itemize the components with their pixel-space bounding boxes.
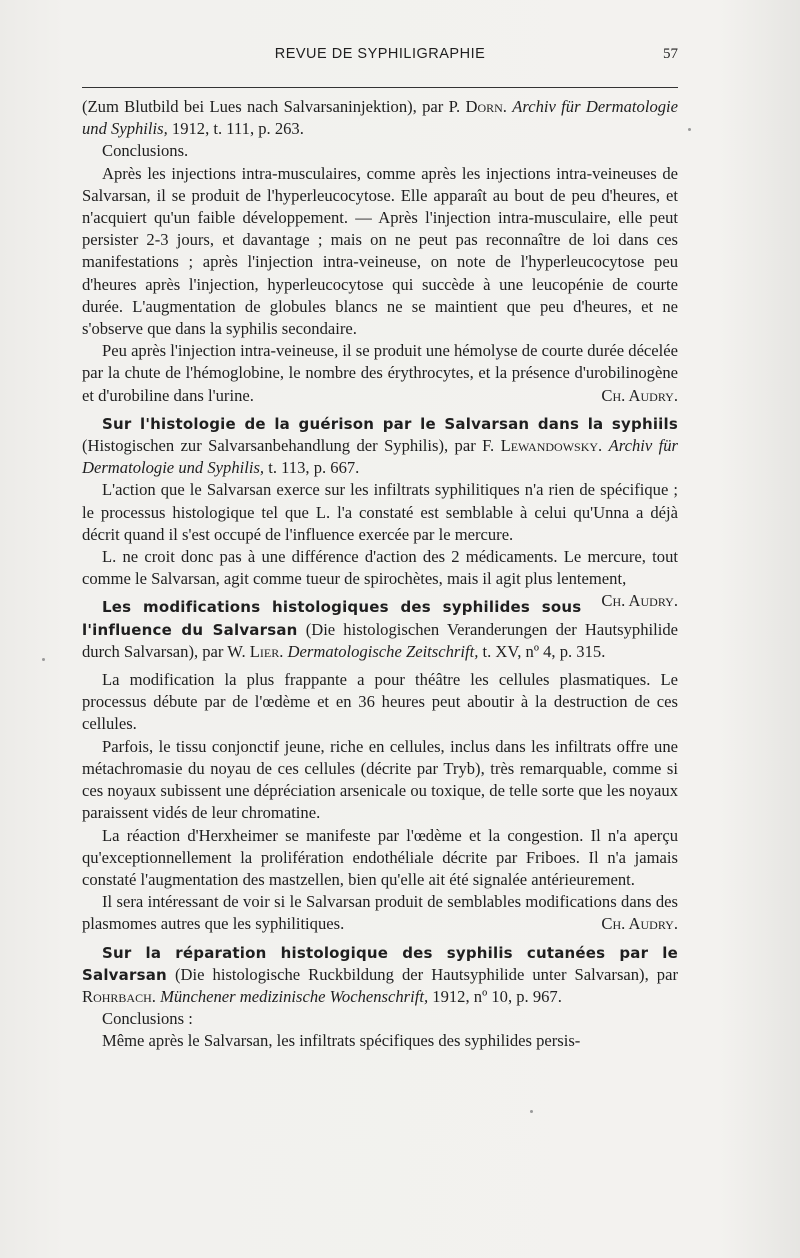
paragraph-text: Il sera intéressant de voir si le Salvarsan produit de semblables modifications dans des plasmomes autres que les syphilitiques. bbox=[82, 892, 678, 934]
page-number: 57 bbox=[663, 46, 678, 62]
paper-speck bbox=[42, 658, 45, 661]
journal-name: Dermatologische Zeitschrift, bbox=[287, 641, 479, 661]
conclusions-heading: Conclusions. bbox=[102, 141, 189, 161]
paragraph: Après les injections intra-musculaires, comme après les injections intra-veineuses de Salvarsan, il se produit de l'hyperleucocytose. Elle apparaît au bout de peu d'heures, et n'acquiert qu'un faible développement. — Après l'injection intra-musculaire, elle peut persister 2-3 jours, et davantage ; mais on ne peut pas reconnaître de loi dans ces manifestations ; après l'injection intra-veineuse, on note de l'hyperleucocytose peu d'heures après l'injection, hyperleucocytose qui succède à une leucopénie de courte durée. L'augmentation de globules blancs ne se maintient que peu d'heures, et ne s'observe que dans la syphilis secondaire. bbox=[82, 163, 678, 339]
author-name: Lewandowsky. bbox=[500, 436, 603, 456]
author-name: Dorn bbox=[465, 97, 503, 116]
article-title: Les modifications histologiques des syphilides sous l'influence du Salvarsan bbox=[82, 598, 582, 639]
journal-name: Münchener medizinische Wochenschrift, bbox=[160, 986, 429, 1006]
paragraph: Parfois, le tissu conjonctif jeune, riche en cellules, inclus dans les infiltrats offre une métachromasie du noyau de ces cellules (décrite par Tryb), très remarquable, comme si ces noyaux subissent une dépréciation arsenicale ou toxique, de telle sorte que les noyaux paraissent vidés de leur chromatine. bbox=[82, 736, 678, 823]
paragraph-with-signature bbox=[82, 891, 678, 935]
paragraph: L'action que le Salvarsan exerce sur les infiltrats syphilitiques n'a rien de spécifique ; le processus histologique tel que L. l'a constaté est semblable à celui qu'Unna a déjà décrit quand il s'est occupé de l'influence exercée par le mercure. bbox=[82, 480, 678, 544]
header-rule bbox=[82, 87, 678, 88]
article-reference bbox=[82, 413, 678, 480]
conclusions-heading: Conclusions : bbox=[102, 1009, 193, 1029]
paragraph: La réaction d'Herxheimer se manifeste par l'œdème et la congestion. Il n'a aperçu qu'exceptionnellement la prolifération endothéliale décrite par Friboes. Il n'a jamais constaté l'augmentation des mastzellen, bien qu'elle ait été signalée antérieurement. bbox=[82, 825, 678, 889]
paragraph-with-signature bbox=[82, 546, 678, 611]
paper-speck bbox=[688, 128, 691, 131]
signature: Ch. Audry. bbox=[601, 914, 678, 934]
article-title: Sur la réparation histologique des syphilis cutanées par le Salvarsan bbox=[82, 943, 678, 984]
ref-volume: 1912, t. 111, p. 263. bbox=[171, 119, 304, 139]
signature: Ch. Audry. bbox=[601, 385, 678, 405]
article-reference bbox=[82, 942, 678, 1009]
ref-text: (Die histologischen Veranderungen der Hautsyphilide durch Salvarsan), par W. bbox=[82, 619, 678, 661]
journal-name: Archiv für Dermatologie und Syphilis, bbox=[82, 436, 678, 478]
paragraph: La modification la plus frappante a pour théâtre les cellules plasmatiques. Le processus débute par de l'œdème et en 36 heures peut aboutir à la destruction de ces cellules. bbox=[82, 670, 678, 734]
paragraph: Même après le Salvarsan, les infiltrats spécifiques des syphilides persis- bbox=[102, 1031, 581, 1051]
ref-volume: 1912, nº 10, p. 967. bbox=[432, 986, 562, 1006]
ref-text: (Die histologische Ruckbildung der Hautsyphilide unter Salvarsan), par bbox=[174, 964, 678, 984]
ref-text: (Zum Blutbild bei Lues nach Salvarsaninjektion), par P. bbox=[82, 97, 461, 116]
paper-speck bbox=[530, 1110, 533, 1113]
ref-volume: t. XV, nº 4, p. 315. bbox=[482, 641, 606, 661]
reference-dorn: (Zum Blutbild bei Lues nach Salvarsaninjektion), par P. Dorn. Archiv für Dermatologie und Syphilis, 1912, t. 111, p. 263. bbox=[82, 97, 679, 139]
article-title: Sur l'histologie de la guérison par le Salvarsan dans la syphiils bbox=[102, 414, 678, 433]
paragraph-text: L. ne croit donc pas à une différence d'action des 2 médicaments. Le mercure, tout comme le Salvarsan, agit comme tueur de spirochètes, mais il agit plus lentement, bbox=[82, 547, 678, 589]
author-name: Rohrbach. bbox=[82, 986, 156, 1006]
journal-title: REVUE DE SYPHILIGRAPHIE bbox=[274, 46, 486, 62]
article-body bbox=[82, 96, 678, 1053]
journal-name: Archiv für Dermatologie und Syphilis, bbox=[82, 97, 679, 139]
paragraph-text: Peu après l'injection intra-veineuse, il se produit une hémolyse de courte durée décelée par la chute de l'hémoglobine, le nombre des érythrocytes, et la présence d'urobilinogène et d'urobiline dans l'urine. bbox=[82, 341, 678, 405]
signature: Ch. Audry. bbox=[601, 591, 678, 611]
running-header bbox=[82, 46, 678, 70]
author-name: Lier. bbox=[249, 641, 284, 661]
paragraph-with-signature bbox=[82, 340, 678, 407]
ref-text: (Histogischen zur Salvarsanbehandlung der Syphilis), par F. bbox=[82, 436, 495, 456]
ref-volume: t. 113, p. 667. bbox=[268, 458, 360, 478]
